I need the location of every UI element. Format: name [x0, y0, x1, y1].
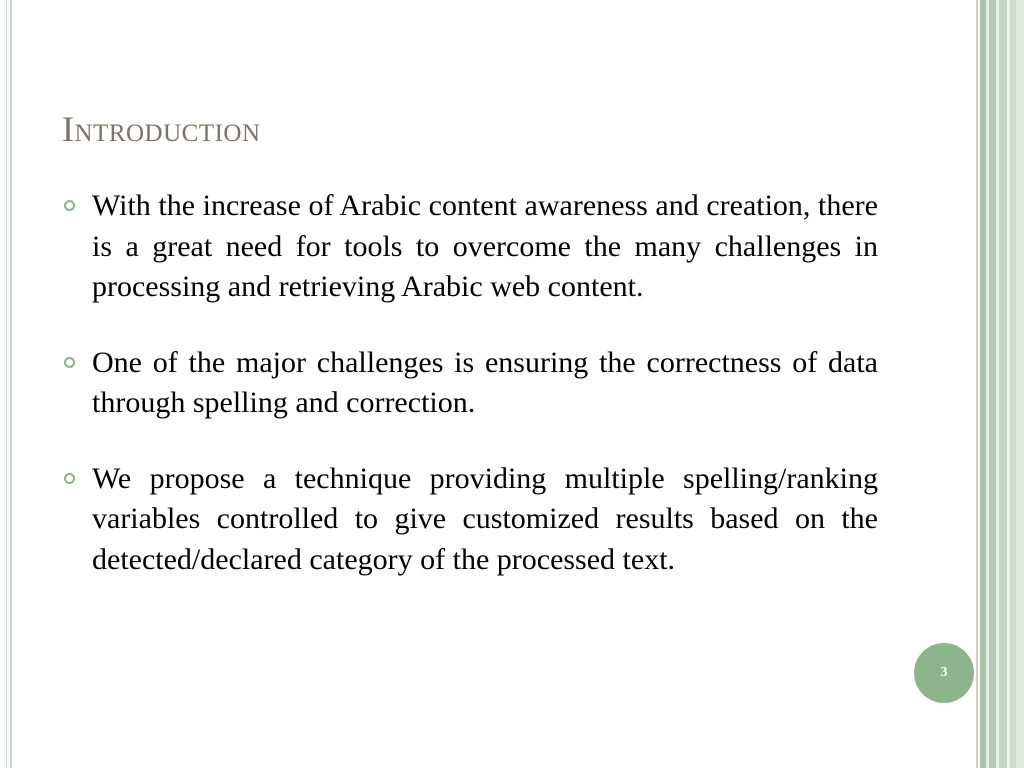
bullet-text: We propose a technique providing multiple spelling/ranking variables controlled to give customized results based on the detected/declared category of the processed text. — [92, 461, 878, 576]
slide-title: Introduction — [62, 109, 261, 149]
bullet-circle-icon — [64, 357, 75, 368]
bullet-circle-icon — [64, 473, 75, 484]
bullet-item — [62, 459, 878, 581]
bullet-list — [62, 186, 878, 615]
bullet-text: With the increase of Arabic content awareness and creation, there is a great need for tools to overcome the many challenges in processing and retrieving Arabic web content. — [92, 189, 878, 303]
bullet-item — [62, 186, 878, 308]
bullet-circle-icon — [64, 200, 75, 211]
left-border-line — [6, 0, 7, 768]
left-border-line — [10, 0, 12, 768]
page-number-badge: 3 — [914, 643, 974, 703]
bullet-item — [62, 343, 878, 424]
bullet-text: One of the major challenges is ensuring the correctness of data through spelling and correction. — [92, 345, 878, 419]
right-edge-stripe — [989, 0, 996, 768]
right-edge-stripe — [1016, 0, 1024, 768]
right-edge-stripe — [976, 0, 978, 768]
right-edge-stripe — [999, 0, 1007, 768]
